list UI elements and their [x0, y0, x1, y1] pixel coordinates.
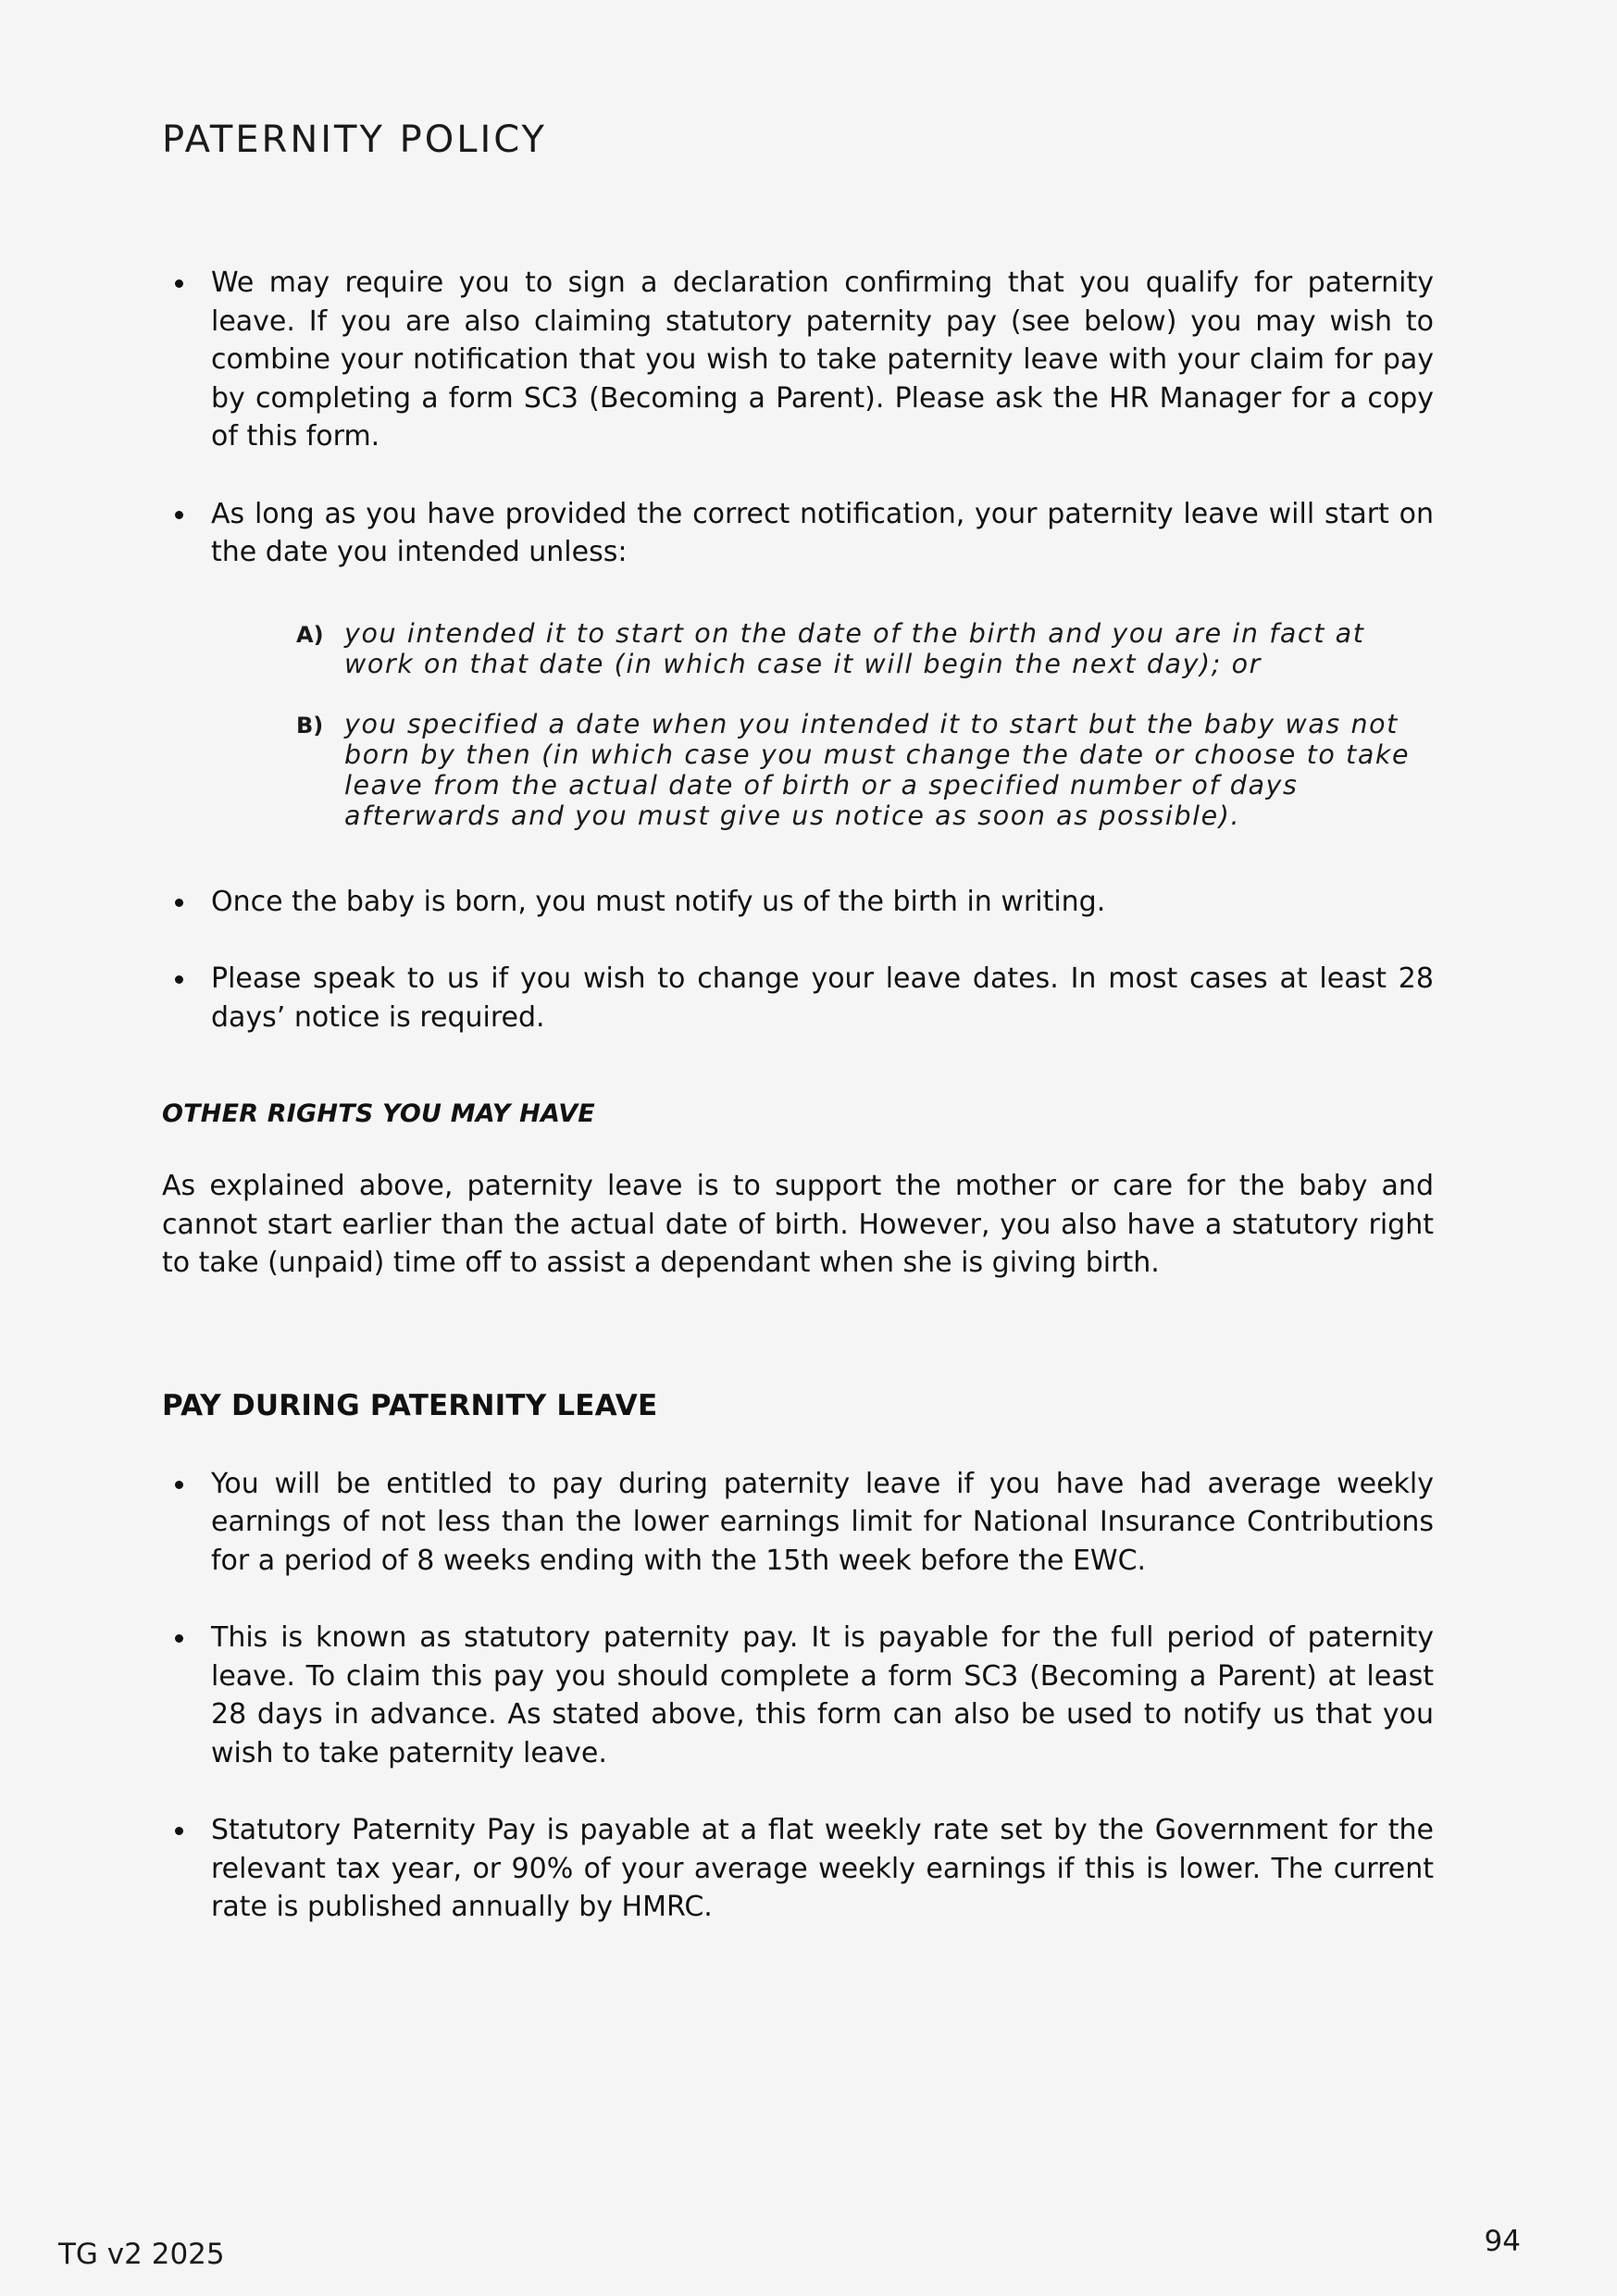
bullet-text: This is known as statutory paternity pay. It is payable for the full period of paternity leave. To claim this pay you should complete a form SC3 (Becoming a Parent) at least 28 days in advance. As stated above, this form can also be used to notify us that you wish to take paternity leave. [211, 1621, 1434, 1769]
bullet-icon [175, 1634, 183, 1643]
sublist-marker: A) [296, 621, 324, 648]
other-rights-heading: OTHER RIGHTS YOU MAY HAVE [162, 1099, 595, 1128]
birth-notice-bullet-list [162, 883, 1434, 1037]
bullet-text: Statutory Paternity Pay is payable at a flat weekly rate set by the Government for the relevant tax year, or 90% of your average weekly earnings if this is lower. The current rate is published annually by HMRC. [211, 1814, 1434, 1923]
bullet-text: As long as you have provided the correct notification, your paternity leave will start on the date you intended unless: [211, 497, 1434, 568]
bullet-icon [175, 279, 183, 288]
bullet-icon [175, 511, 183, 519]
document-body [162, 264, 1434, 1966]
list-item [162, 1465, 1434, 1581]
bullet-text: Once the baby is born, you must notify us of the birth in writing. [211, 885, 1106, 918]
pay-bullet-list [162, 1465, 1434, 1927]
list-item [162, 960, 1434, 1036]
bullet-text: Please speak to us if you wish to change your leave dates. In most cases at least 28 days’ notice is required. [211, 962, 1434, 1034]
pay-section-heading: PAY DURING PATERNITY LEAVE [162, 1388, 658, 1422]
sublist-marker: B) [296, 712, 324, 738]
list-item [162, 1619, 1434, 1772]
bullet-text: You will be entitled to pay during paternity leave if you have had average weekly earnings of not less than the lower earnings limit for National Insurance Contributions for a period of 8 weeks ending with the 15th week before the EWC. [211, 1467, 1434, 1577]
bullet-icon [175, 975, 183, 984]
sublist-item [296, 709, 1434, 831]
sublist-item [296, 618, 1434, 679]
bullet-icon [175, 1481, 183, 1489]
list-item [162, 495, 1434, 572]
sublist-text: you intended it to start on the date of the birth and you are in fact at work on that date (in which case it will begin the next day); or [344, 617, 1365, 679]
other-rights-paragraph: As explained above, paternity leave is to support the mother or care for the baby and cannot start earlier than the actual date of birth. However, you also have a statutory right to take (unpaid) time off to assist a dependant when she is giving birth. [162, 1170, 1434, 1279]
exceptions-sublist [162, 618, 1434, 831]
list-item [162, 883, 1434, 922]
page-number: 94 [1484, 2225, 1521, 2258]
bullet-text: We may require you to sign a declaration confirming that you qualify for paternity leave. If you are also claiming statutory paternity pay (see below) you may wish to combine your notification that you wish to take paternity leave with your claim for pay by completing a form SC3 (Becoming a Parent). Please ask the HR Manager for a copy of this form. [211, 267, 1434, 453]
document-version: TG v2 2025 [58, 2238, 225, 2271]
page-title: PATERNITY POLICY [162, 118, 547, 161]
bullet-icon [175, 899, 183, 907]
bullet-icon [175, 1827, 183, 1835]
notification-bullet-list [162, 264, 1434, 572]
sublist-text: you specified a date when you intended it to start but the baby was not born by then (in which case you must change the date or choose to take leave from the actual date of birth or a specified number of days afterwards and you must give us notice as soon as possible). [344, 708, 1411, 831]
list-item [162, 1811, 1434, 1927]
list-item [162, 264, 1434, 456]
